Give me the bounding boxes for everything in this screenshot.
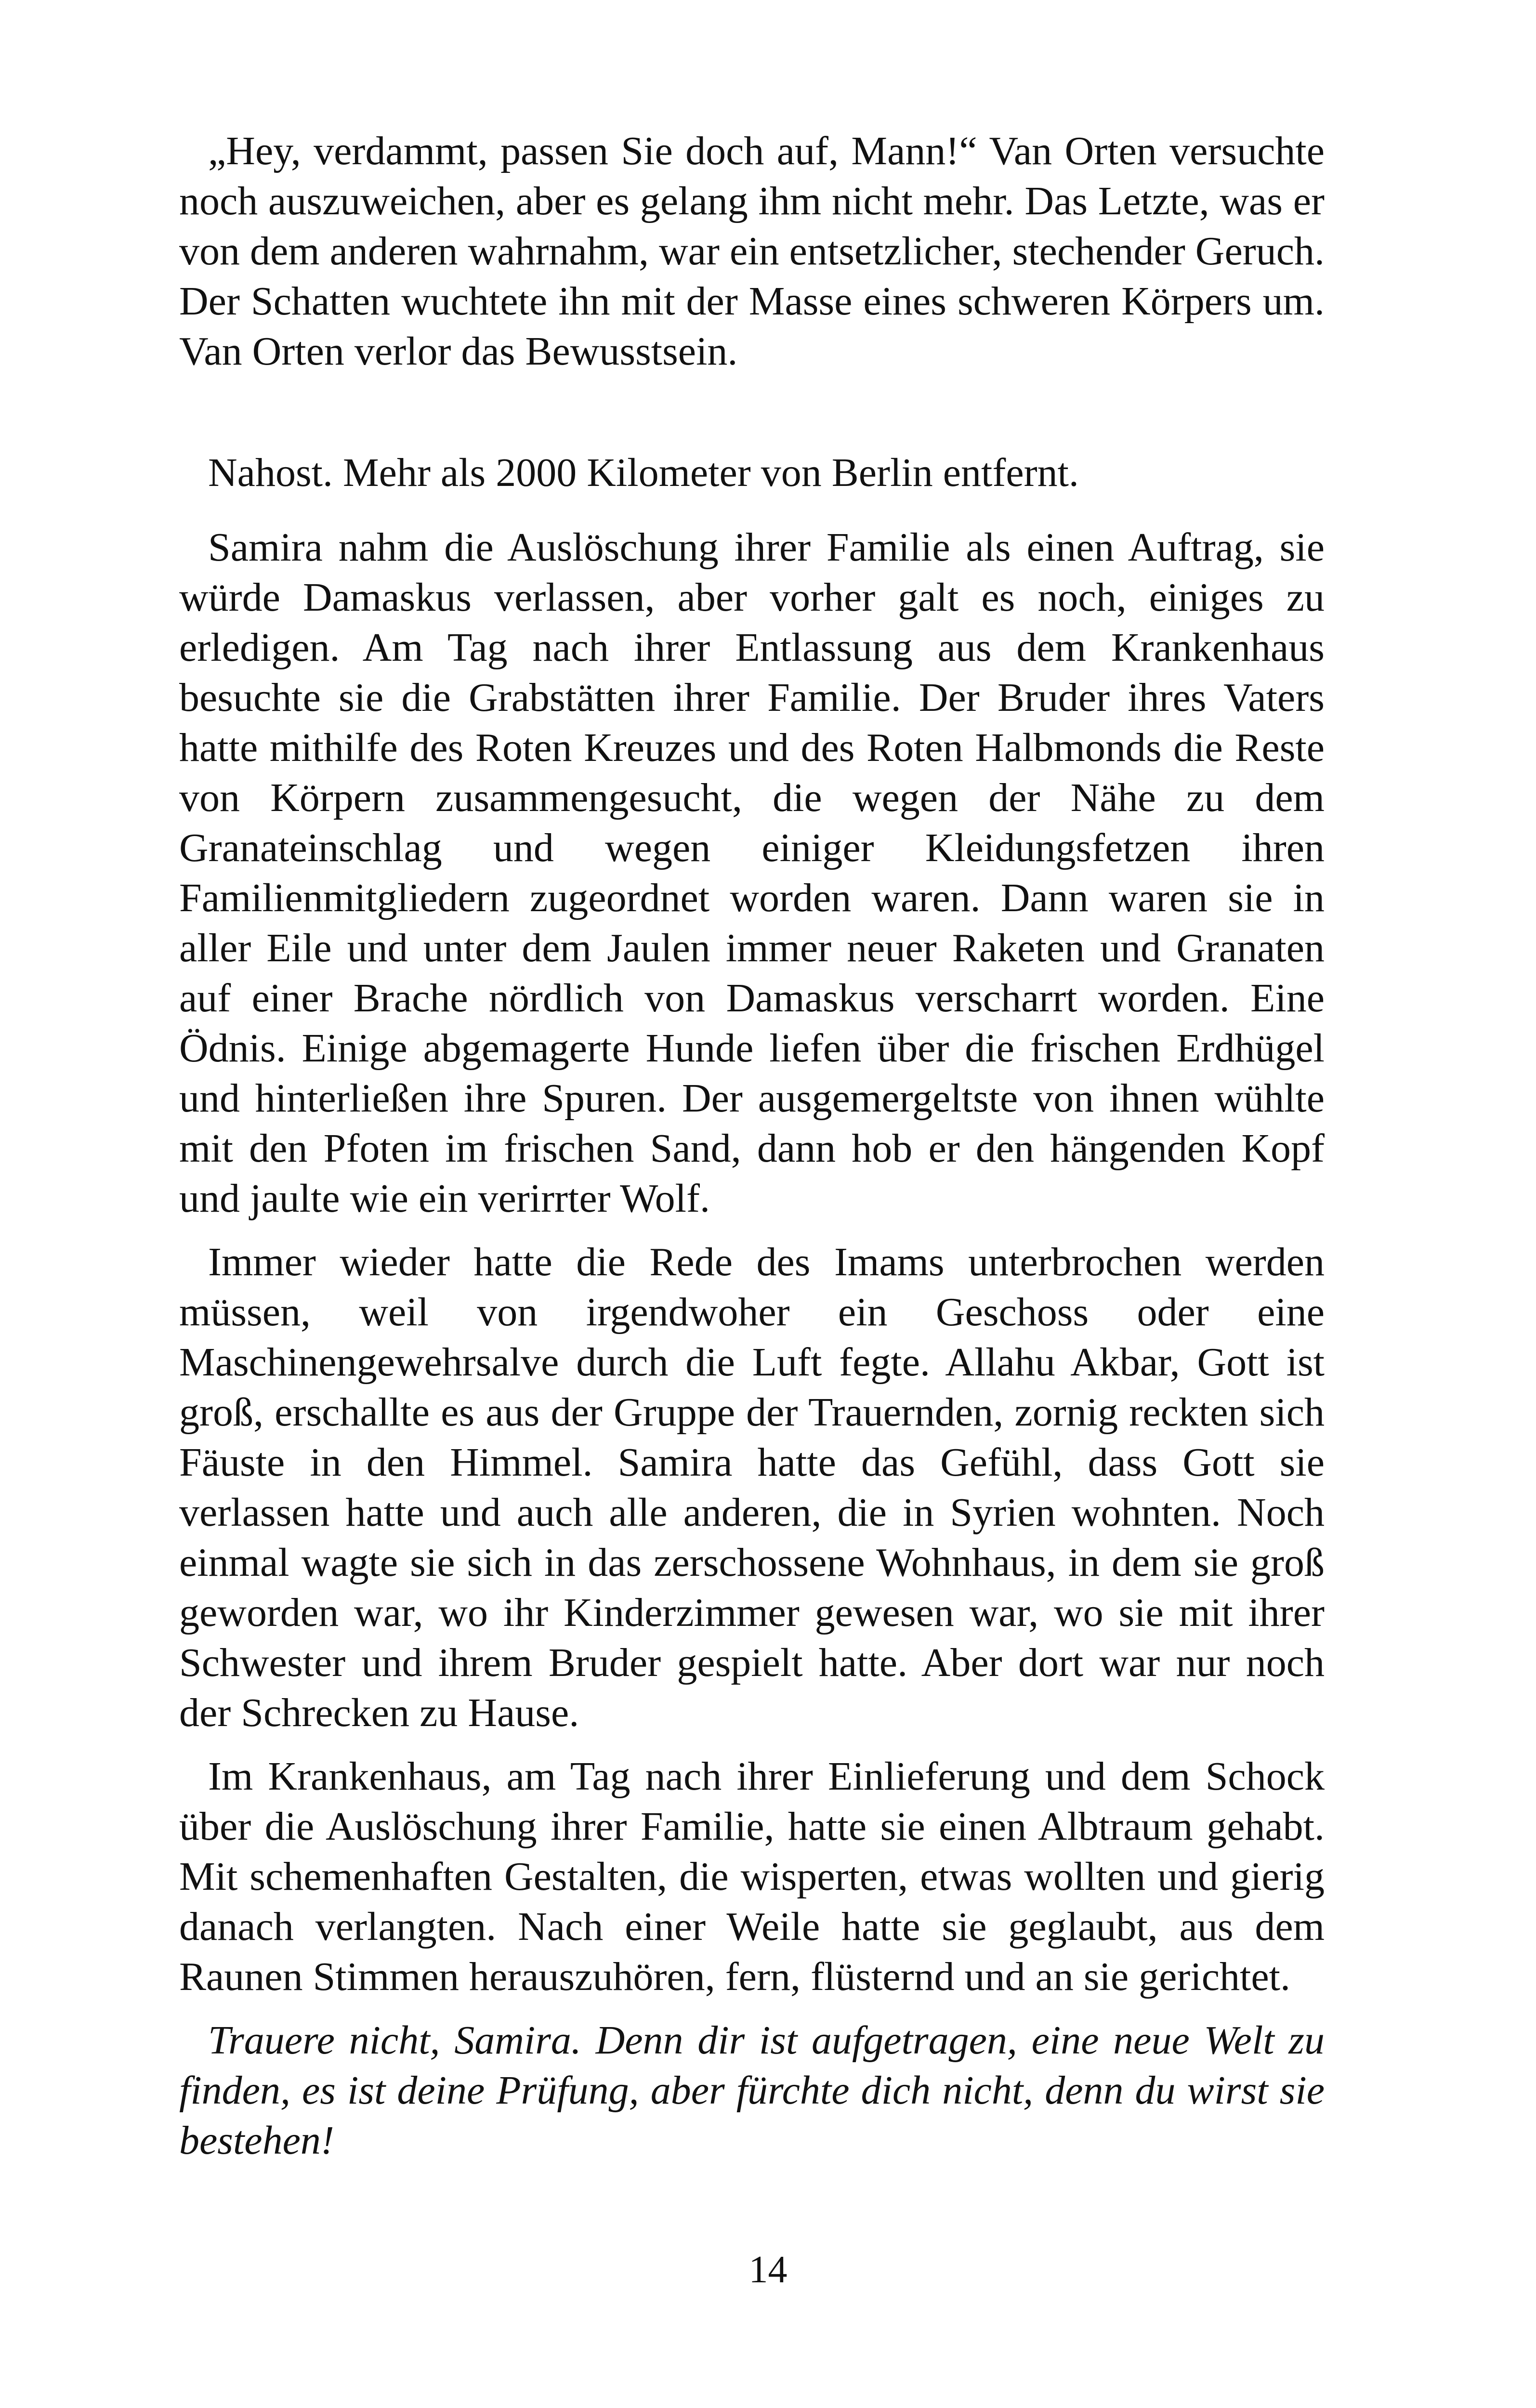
paragraph-van-orten: „Hey, verdammt, passen Sie doch auf, Mann!“ Van Orten versuchte noch auszuweichen, aber es gelang ihm nicht mehr. Das Letzte, was er von dem anderen wahrnahm, war ein entsetzlicher, stechender Geruch. Der Schatten wuchtete ihn mit der Masse eines schweren Körpers um. Van Orten verlor das Bewusstsein. <box>179 129 1325 374</box>
page-number: 14 <box>748 2249 788 2291</box>
paragraph-albtraum: Im Krankenhaus, am Tag nach ihrer Einlieferung und dem Schock über die Auslöschung ihrer Familie, hatte sie einen Albtraum gehabt. Mit schemenhaften Gestalten, die wisperten, etwas wollten und gierig danach verlangten. Nach einer Weile hatte sie geglaubt, aus dem Raunen Stimmen herauszuhören, fern, flüsternd und an sie gerichtet. <box>179 1754 1325 1999</box>
paragraph-imam-rede: Immer wieder hatte die Rede des Imams unterbrochen werden müssen, weil von irgendwoher ein Geschoss oder eine Maschinengewehrsalve durch die Luft fegte. Allahu Akbar, Gott ist groß, erschallte es aus der Gruppe der Trauernden, zornig reckten sich Fäuste in den Himmel. Samira hatte das Gefühl, dass Gott sie verlassen hatte und auch alle anderen, die in Syrien wohnten. Noch einmal wagte sie sich in das zerschossene Wohnhaus, in dem sie groß geworden war, wo ihr Kinderzimmer gewesen war, wo sie mit ihrer Schwester und ihrem Bruder gespielt hatte. Aber dort war nur noch der Schrecken zu Hause. <box>179 1240 1325 1735</box>
scene-heading: Nahost. Mehr als 2000 Kilometer von Berlin entfernt. <box>208 450 1079 495</box>
paragraph-italic-voice: Trauere nicht, Samira. Denn dir ist aufgetragen, eine neue Welt zu finden, es ist deine Prüfung, aber fürchte dich nicht, denn du wirst sie bestehen! <box>179 2018 1325 2163</box>
opening-text-block <box>179 126 1325 377</box>
main-text-block <box>179 523 1325 2166</box>
paragraph-samira-auftrag: Samira nahm die Auslöschung ihrer Familie als einen Auftrag, sie würde Damaskus verlassen, aber vorher galt es noch, einiges zu erledigen. Am Tag nach ihrer Entlassung aus dem Krankenhaus besuchte sie die Grabstätten ihrer Familie. Der Bruder ihres Vaters hatte mithilfe des Roten Kreuzes und des Roten Halbmonds die Reste von Körpern zusammengesucht, die wegen der Nähe zu dem Granateinschlag und wegen einiger Kleidungsfetzen ihren Familienmitgliedern zugeordnet worden waren. Dann waren sie in aller Eile und unter dem Jaulen immer neuer Raketen und Granaten auf einer Brache nördlich von Damaskus verscharrt worden. Eine Ödnis. Einige abgemagerte Hunde liefen über die frischen Erdhügel und hinterließen ihre Spuren. Der ausgemergeltste von ihnen wühlte mit den Pfoten im frischen Sand, dann hob er den hängenden Kopf und jaulte wie ein verirrter Wolf. <box>179 525 1325 1221</box>
